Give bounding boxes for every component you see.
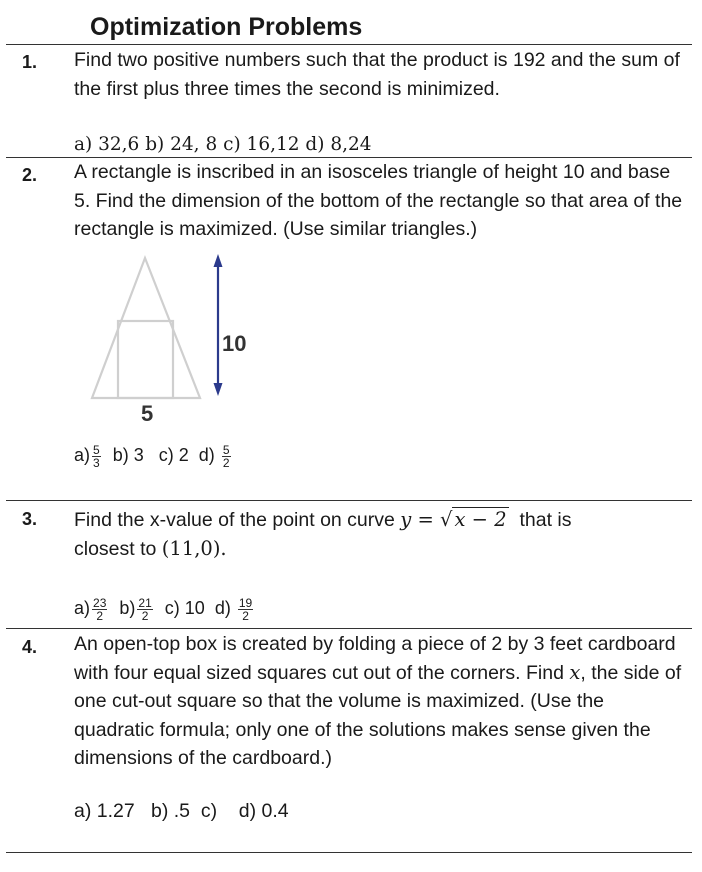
problem-2-answers — [74, 441, 233, 469]
divider — [6, 628, 692, 629]
answer-c: c) 2 — [158, 445, 189, 465]
page-title: Optimization Problems — [90, 13, 363, 41]
problem-2-text: A rectangle is inscribed in an isosceles triangle of height 10 and base 5. Find the dimension of the bottom of the rectangle so that area of the rectangle is maximized. (Use similar triangles.) — [74, 161, 683, 240]
isosceles-triangle — [92, 258, 200, 398]
problem-3-text: Find the x-value of the point on curve y = √ x − 2 that is closest to (11,0). — [74, 508, 572, 560]
answer-b: b) 3 — [112, 445, 144, 465]
radical-expression: x − 2 — [454, 508, 507, 531]
answer-d-label: d) — [198, 445, 215, 465]
problem-2-number: 2. — [22, 165, 38, 185]
answer-a-fraction: $\frac{5}{3}$ — [93, 442, 100, 470]
answer-a-label: a) — [74, 445, 91, 465]
problem-1-number: 1. — [22, 52, 38, 72]
base-label: 5 — [141, 401, 154, 426]
inscribed-rectangle — [118, 321, 173, 398]
arrowhead-down-icon — [214, 383, 223, 396]
height-label: 10 — [222, 331, 247, 356]
problem-4-answers: a) 1.27 b) .5 c) d) 0.4 — [74, 800, 289, 822]
problem-4-text: An open-top box is created by folding a piece of 2 by 3 feet cardboard with four equal sized squares cut out of the corners. Find x, the side of one cut-out square so that the volume is maximized. (Use the quadratic formula; only one of the solutions makes sense given the dimensions of the cardboard.) — [74, 633, 682, 769]
problem-1-text: Find two positive numbers such that the product is 192 and the sum of the first plus three times the second is minimized. — [74, 49, 680, 100]
problem-4-number: 4. — [22, 637, 38, 657]
arrowhead-up-icon — [214, 254, 223, 267]
answer-d-fraction: $\frac{5}{2}$ — [222, 442, 230, 470]
divider — [6, 44, 692, 45]
problem-1-answers: a) 32,6 b) 24, 8 c) 16,12 d) 8,24 — [74, 134, 372, 155]
triangle-figure — [78, 250, 278, 430]
problem-3-answers: a) $\frac{23}{2}$ b) $\frac{21}{2}$ c) 10 d) $\frac{19}{2}$ — [74, 595, 253, 623]
divider — [6, 500, 692, 501]
divider — [6, 852, 692, 853]
problem-3-number: 3. — [22, 509, 38, 529]
